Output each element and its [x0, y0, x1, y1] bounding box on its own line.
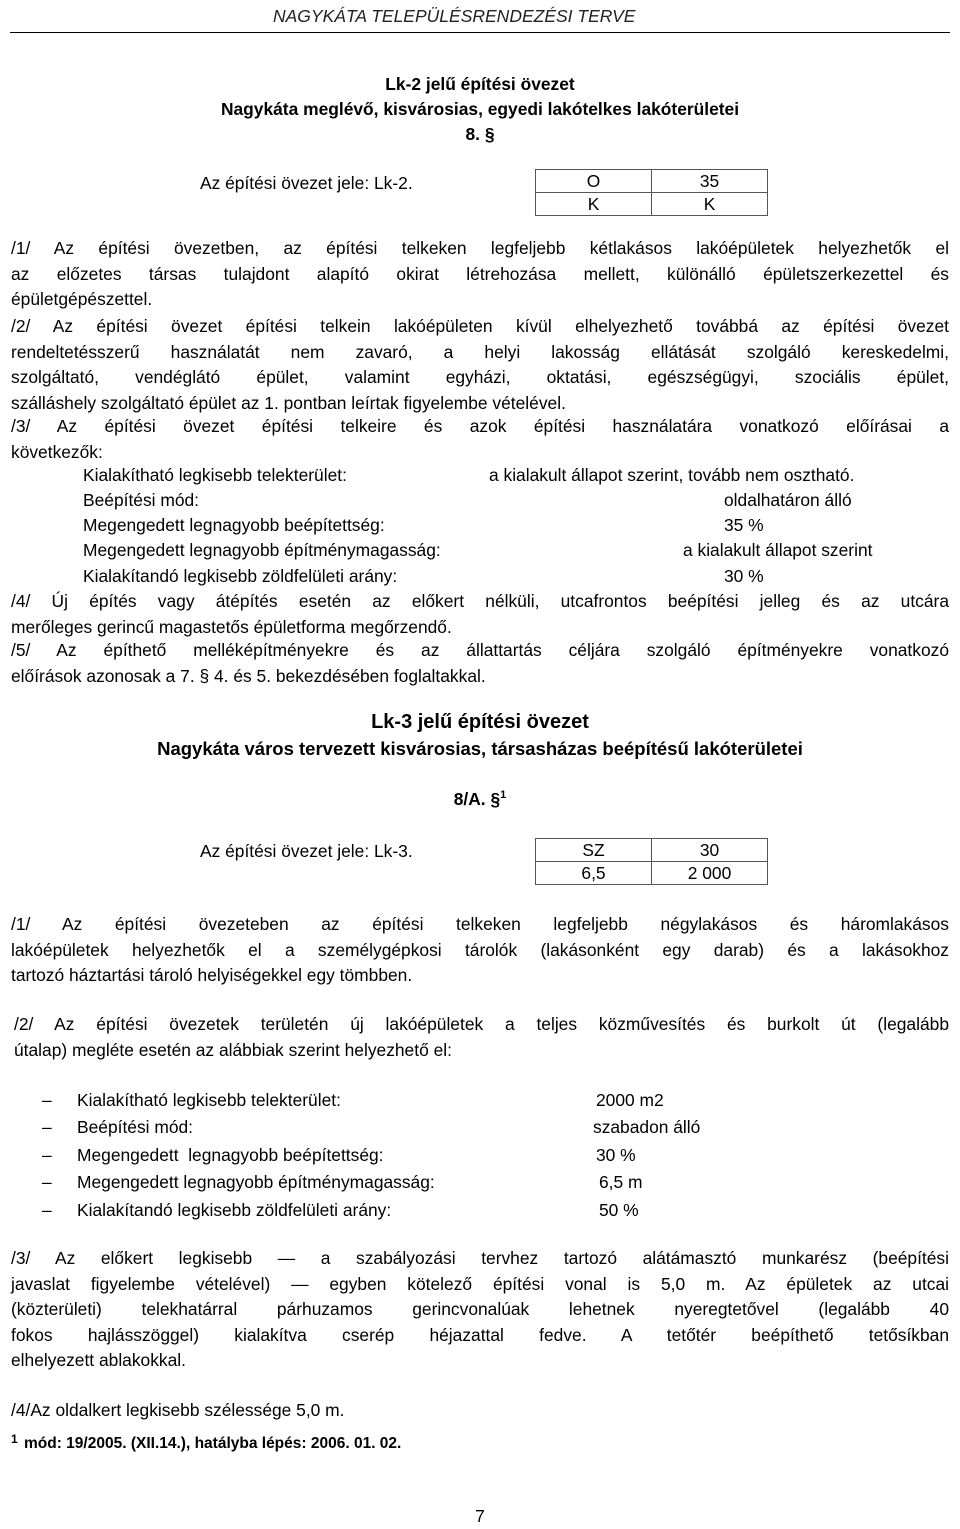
- lk2-paragraph-5: /5/ Az építhető melléképítményekre és az állattartás céljára szolgáló építményekre vonatkozó előírások azonosak a 7. § 4. és 5. bekezdésében foglaltakkal.: [11, 640, 949, 686]
- lk3-rule-label: Megengedett legnagyobb beépítettség:: [77, 1145, 384, 1165]
- lk3-section-heading: [0, 789, 960, 810]
- lk2-rule-label: Megengedett legnagyobb építménymagasság:: [83, 540, 441, 560]
- lk3-rule-label: Megengedett legnagyobb építménymagasság:: [77, 1172, 435, 1192]
- lk2-paragraph-1: /1/ Az építési övezetben, az építési telkeken legfeljebb kétlakásos lakóépületek helyezhetők el az előzetes társas tulajdont alapító okirat létrehozása mellett, különálló épületszerkezettel és épületgépészettel.: [11, 238, 949, 309]
- lk2-code-cell: K: [652, 193, 768, 216]
- lk3-rule-value: szabadon álló: [593, 1117, 701, 1137]
- lk3-rule-value: 30 %: [596, 1145, 636, 1165]
- lk2-subtitle: Nagykáta meglévő, kisvárosias, egyedi lakótelkes lakóterületei: [220, 99, 740, 119]
- lk2-paragraph-2: /2/ Az építési övezet építési telkein lakóépületen kívül elhelyezhető továbbá az építési övezet rendeltetésszerű használatát nem zavaró, a helyi lakosság ellátását szolgáló kereskedelmi, szolgáltató, vendéglátó épület, valamint egyházi, oktatási, egészségügyi, szociális épület, szálláshely szolgáltató épület az 1. pontban leírtak figyelembe vételével.: [11, 316, 949, 413]
- lk2-rule-label: Megengedett legnagyobb beépítettség:: [83, 515, 385, 535]
- lk2-code-cell: 35: [652, 170, 768, 193]
- lk2-rule-value: a kialakult állapot szerint, tovább nem osztható.: [489, 465, 855, 485]
- lk3-rule-label: Kialakítandó legkisebb zöldfelületi arány:: [77, 1200, 392, 1220]
- lk3-code-cell: 30: [652, 839, 768, 862]
- lk3-title: Lk-3 jelű építési övezet: [371, 711, 589, 733]
- footnote-marker: 1: [11, 1432, 18, 1446]
- lk2-code-cell: O: [536, 170, 652, 193]
- lk3-rule-label: Beépítési mód:: [77, 1117, 194, 1137]
- lk2-section-number: 8. §: [465, 124, 495, 144]
- lk3-rule-value: 6,5 m: [599, 1172, 643, 1192]
- lk2-title: Lk-2 jelű építési övezet: [385, 74, 575, 94]
- lk2-paragraph-4: /4/ Új építés vagy átépítés esetén az előkert nélküli, utcafrontos beépítési jelleg és az utcára merőleges gerincű magastetős épületforma megőrzendő.: [11, 591, 949, 637]
- lk3-rule-value: 2000 m2: [596, 1090, 664, 1110]
- lk3-paragraph-2: /2/ Az építési övezetek területén új lakóépületek a teljes közművesítés és burkolt út (legalább útalap) megléte esetén az alábbiak szerint helyezhető el:: [14, 1014, 949, 1060]
- footnote-text: mód: 19/2005. (XII.14.), hatályba lépés: 2006. 01. 02.: [24, 1435, 402, 1452]
- footnote-reference[interactable]: 1: [500, 789, 507, 802]
- lk3-paragraph-1: /1/ Az építési övezeteben az építési telkeken legfeljebb négylakásos és háromlakásos lakóépületek helyezhetők el a személygépkosi tárolók (lakásonként egy darab) és a lakásokhoz tartozó háztartási tároló helyiségekkel egy tömbben.: [11, 914, 949, 985]
- lk3-rule-value: 50 %: [599, 1200, 639, 1220]
- lk2-rule-value: a kialakult állapot szerint: [683, 540, 873, 560]
- lk2-zone-label: Az építési övezet jele: Lk-2.: [200, 173, 413, 193]
- lk3-paragraph-3: /3/ Az előkert legkisebb — a szabályozási tervhez tartozó alátámasztó munkarész (beépítési javaslat figyelembe vételével) — egyben kötelező építési vonal is 5,0 m. Az épületek az utcai (közterületi) telekhatárral párhuzamos gerincvonalúak lehetnek nyeregtetővel (legalább 40 fokos hajlásszöggel) kialakítva cserép héjazattal fedve. A tetőtér beépíthető tetősíkban elhelyezett ablakokkal.: [11, 1248, 949, 1370]
- lk3-rule-label: Kialakítható legkisebb telekterület:: [77, 1090, 341, 1110]
- list-bullet: –: [42, 1200, 52, 1220]
- lk3-zone-label: Az építési övezet jele: Lk-3.: [200, 841, 413, 861]
- lk3-code-cell: 2 000: [652, 862, 768, 885]
- lk2-rule-value: 30 %: [724, 566, 764, 586]
- lk3-paragraph-4: /4/Az oldalkert legkisebb szélessége 5,0 m.: [11, 1400, 345, 1420]
- lk2-code-cell: K: [536, 193, 652, 216]
- lk3-section-number: 8/A. §: [453, 789, 501, 809]
- lk2-paragraph-3: /3/ Az építési övezet építési telkeire és azok építési használatára vonatkozó előírásai a következők:: [11, 416, 949, 462]
- page-number: 7: [475, 1506, 485, 1526]
- lk3-subtitle: Nagykáta város tervezett kisvárosias, társasházas beépítésű lakóterületei: [157, 738, 803, 759]
- lk2-zone-code-table: [535, 169, 768, 216]
- lk3-zone-code-table: [535, 838, 768, 885]
- lk3-code-cell: SZ: [536, 839, 652, 862]
- lk3-code-cell: 6,5: [536, 862, 652, 885]
- lk2-rule-label: Kialakítható legkisebb telekterület:: [83, 465, 347, 485]
- lk2-rule-value: oldalhatáron álló: [724, 490, 852, 510]
- page-header-title: NAGYKÁTA TELEPÜLÉSRENDEZÉSI TERVE: [273, 6, 636, 26]
- list-bullet: –: [42, 1172, 52, 1192]
- lk2-rule-label: Kialakítandó legkisebb zöldfelületi arány:: [83, 566, 398, 586]
- list-bullet: –: [42, 1090, 52, 1110]
- header-divider: [10, 32, 950, 33]
- list-bullet: –: [42, 1145, 52, 1165]
- lk2-rule-label: Beépítési mód:: [83, 490, 200, 510]
- lk2-rule-value: 35 %: [724, 515, 764, 535]
- list-bullet: –: [42, 1117, 52, 1137]
